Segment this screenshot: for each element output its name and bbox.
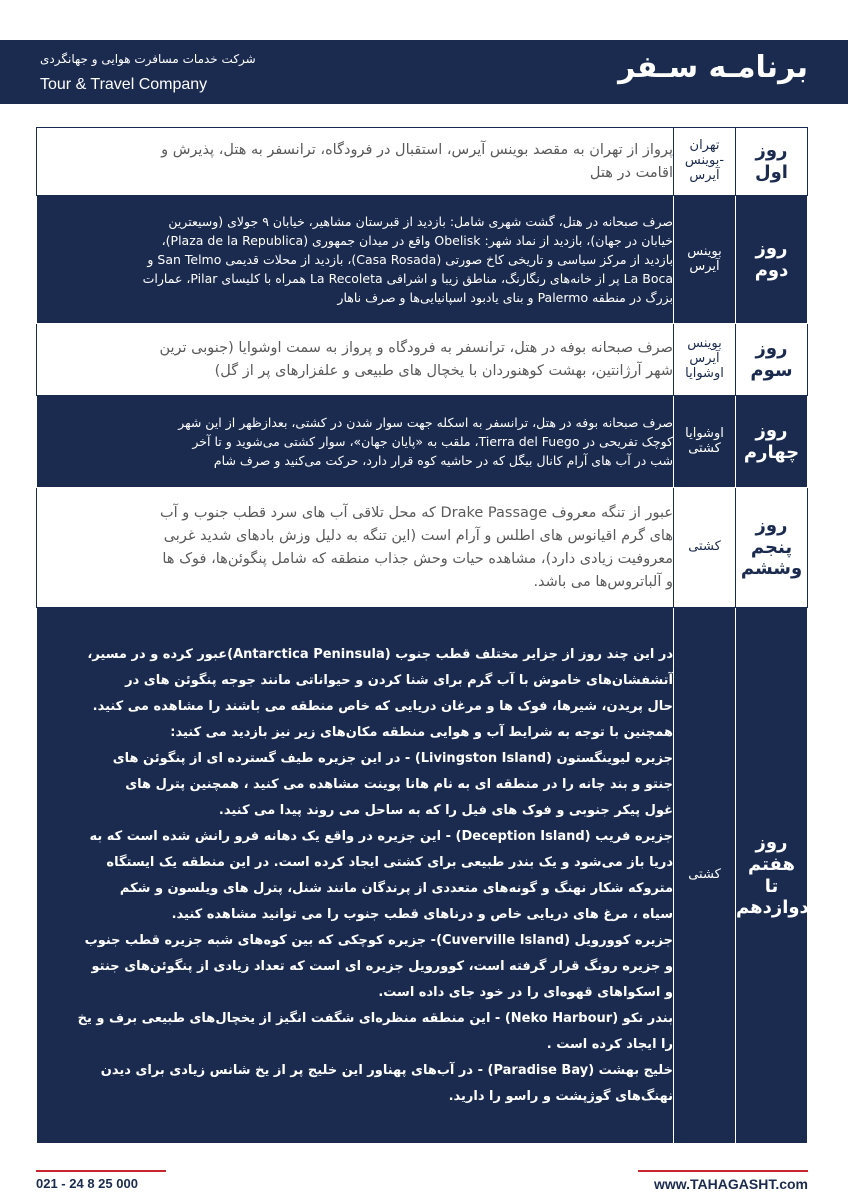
description-line: های گرم اقیانوس های اطلس و آرام است (این تنگه به دلیل وزش بادهای شدید غربی (163, 527, 673, 544)
city-line: آیرس (689, 258, 720, 274)
day-label-line: اول (755, 161, 788, 183)
day-label-line: روز (755, 337, 788, 359)
description-line: حال پریدن، شیرها، فوک ها و مرغان دریایی که خاص منطقه می باشند را مشاهده می کنید. (92, 698, 673, 714)
description-line: صرف صبحانه در هتل، گشت شهری شامل: بازدید از قبرستان مشاهیر، خیابان ۹ جولای (وسیعترین (168, 214, 673, 229)
footer-phone: 021 - 24 8 25 000 (36, 1176, 138, 1191)
city-line: کشتی (688, 440, 721, 456)
city-line: بوینس (687, 336, 722, 352)
itinerary-table (36, 127, 808, 1144)
day-label-line: وششم (740, 558, 803, 580)
city-line: آیرس (689, 351, 720, 367)
city-line: اوشوایا (685, 425, 724, 441)
day-city (674, 396, 736, 488)
city-line: کشتی (688, 867, 721, 883)
description-line: صرف صبحانه بوفه در هتل، ترانسفر به فرودگاه و پرواز به سمت اوشوایا (جنوبی ترین (159, 339, 673, 356)
day-description (37, 396, 674, 488)
description-line: غول پیکر جنوبی و فوک های فیل را که به ساحل می روند پیدا می کنید. (218, 802, 673, 818)
itinerary-row (37, 196, 808, 324)
description-line: را ایجاد کرده است . (546, 1036, 673, 1052)
day-label (736, 128, 808, 196)
day-label (736, 488, 808, 608)
day-city (674, 608, 736, 1144)
day-label-line: دوم (754, 259, 789, 281)
description-line: بندر نکو (Neko Harbour) - این منطقه منظره‌ای شگفت انگیز از یخچال‌های طبیعی برف و یخ (77, 1010, 673, 1026)
day-label-line: هفتم (748, 853, 795, 875)
description-line: شب در آب های آرام کانال بیگل که در حاشیه کوه قرار دارد، حرکت می‌کنید و صرف شام (213, 453, 673, 468)
description-line: پرواز از تهران به مقصد بوینس آیرس، استقبال در فرودگاه، ترانسفر به هتل، پذیرش و (161, 141, 673, 158)
day-label (736, 396, 808, 488)
city-line: بوینس- (684, 153, 725, 169)
day-label-line: روز (755, 237, 788, 259)
description-line: خلیج بهشت (Paradise Bay) - در آب‌های پهناور این خلیج پر از یخ شانس زیادی برای دیدن (100, 1062, 673, 1078)
day-description (37, 488, 674, 608)
day-label-line: روز (755, 139, 788, 161)
description-line: دریا باز می‌شود و یک بندر طبیعی برای کشتی ایجاد کرده است. در این منطقه یک ایستگاه (106, 854, 673, 870)
day-label (736, 324, 808, 396)
day-description (37, 196, 674, 324)
day-label-line: تا (764, 875, 779, 897)
day-city (674, 324, 736, 396)
day-label (736, 196, 808, 324)
city-line: آیرس (689, 167, 720, 183)
itinerary-row (37, 324, 808, 396)
day-label-line: سوم (750, 359, 793, 381)
day-label-line: روز (755, 832, 788, 854)
day-label-line: پنجم (750, 536, 793, 558)
description-line: جزیره کوورویل (Cuverville Island)- جزیره کوچکی که بین کوه‌های شبه جزیره قطب جنوب (84, 932, 673, 948)
description-line: خیابان در جهان)، بازدید از نماد شهر: Obelisk واقع در میدان جمهوری (Plaza de la Republica)، (161, 233, 673, 248)
description-line: و اسکواهای قهوه‌ای را در خود جای داده است. (378, 984, 673, 1000)
day-description (37, 324, 674, 396)
description-line: معروفیت زیادی دارد)، مشاهده حیات وحش جذاب منطقه که شامل پنگوئن‌ها، فوک ها (162, 550, 673, 567)
description-line: همچنین با توجه به شرایط آب و هوایی منطقه مکان‌های زیر نیز بازدید می کنید: (170, 724, 673, 740)
description-line: بازدید از مرکز سیاسی و تاریخی کاخ صورتی (Casa Rosada)، بازدید از محلات قدیمی San Telmo و (147, 252, 673, 267)
description-line: عبور از تنگه معروف Drake Passage که محل تلاقی آب های سرد قطب جنوب و آب (159, 504, 673, 521)
description-line: صرف صبحانه بوفه در هتل، ترانسفر به اسکله جهت سوار شدن در کشتی، بعدازظهر از این شهر (178, 415, 673, 430)
description-line: اقامت در هتل (589, 164, 673, 181)
itinerary-row (37, 488, 808, 608)
description-line: آتشفشان‌های خاموش با آب گرم برای شنا کردن و حیواناتی مانند جوجه پنگوئن های در (125, 672, 673, 688)
day-city (674, 488, 736, 608)
day-city (674, 196, 736, 324)
footer-rule-right (638, 1170, 808, 1172)
description-line: جزیره فریب (Deception Island) - این جزیره در واقع یک دهانه فرو رانش شده است که به (89, 828, 673, 844)
city-line: بوینس (687, 243, 722, 259)
day-label (736, 608, 808, 1144)
itinerary-row (37, 396, 808, 488)
day-description (37, 608, 674, 1144)
day-label-line: دوازدهم (736, 897, 809, 919)
description-line: سیاه ، مرغ های دریایی خاص و درناهای قطب جنوب را می توانید مشاهده کنید. (171, 906, 673, 922)
city-line: کشتی (688, 539, 721, 555)
description-line: جنتو و بند چانه را در منطقه ای به نام هانا پوینت مشاهده می کنید ، همچنین پترل های (125, 776, 673, 792)
description-line: و آلباتروس‌ها می باشد. (533, 573, 673, 590)
description-line: و جزیره رونگ قرار گرفته است، کوورویل جزیره ای است که تعداد زیادی از پنگوئن‌های جنتو (91, 958, 673, 974)
description-line: نهنگ‌های گوژپشت و راسو را دارید. (448, 1088, 673, 1104)
page-title: برنامـه سـفر (618, 50, 808, 85)
itinerary-row (37, 608, 808, 1144)
city-line: تهران (689, 138, 720, 154)
city-line: اوشوایا (685, 365, 724, 381)
day-label-line: چهارم (743, 441, 800, 463)
company-name-fa: شرکت خدمات مسافرت هوایی و جهانگردی (40, 52, 256, 66)
description-line: بزرگ در منطقه Palermo و بنای یادبود اسپانیایی‌ها و صرف ناهار (337, 290, 673, 305)
description-line: شهر آرژانتین، بهشت کوهنوردان با یخچال های طبیعی و علفزارهای پر از گل) (214, 362, 673, 379)
day-description (37, 128, 674, 196)
footer-rule-left (36, 1170, 166, 1172)
description-line: La Boca پر از خانه‌های رنگارنگ، مناطق زیبا و اشرافی La Recoleta همراه با کلیسای Pilar، عمارات (142, 271, 673, 286)
day-city (674, 128, 736, 196)
description-line: کوچک تفریحی در Tierra del Fuego، ملقب به «پایان جهان»، سوار کشتی می‌شوید و تا آخر (192, 434, 673, 449)
footer-website[interactable]: www.TAHAGASHT.com (653, 1176, 808, 1192)
day-label-line: روز (755, 515, 788, 537)
description-line: در این چند روز از جزایر مختلف قطب جنوب (Antarctica Peninsula)عبور کرده و در مسیر، (87, 646, 673, 662)
itinerary-row (37, 128, 808, 196)
day-label-line: روز (755, 419, 788, 441)
description-line: متروکه شکار نهنگ و گونه‌های متعددی از پرندگان مانند شنل، پترل های ویلسون و شکم (119, 880, 673, 896)
company-name-en: Tour & Travel Company (40, 76, 208, 93)
description-line: جزیره لیوینگستون (Livingston Island) - در این جزیره طیف گسترده ای از پنگوئن های (112, 750, 673, 766)
page-header (0, 40, 848, 104)
